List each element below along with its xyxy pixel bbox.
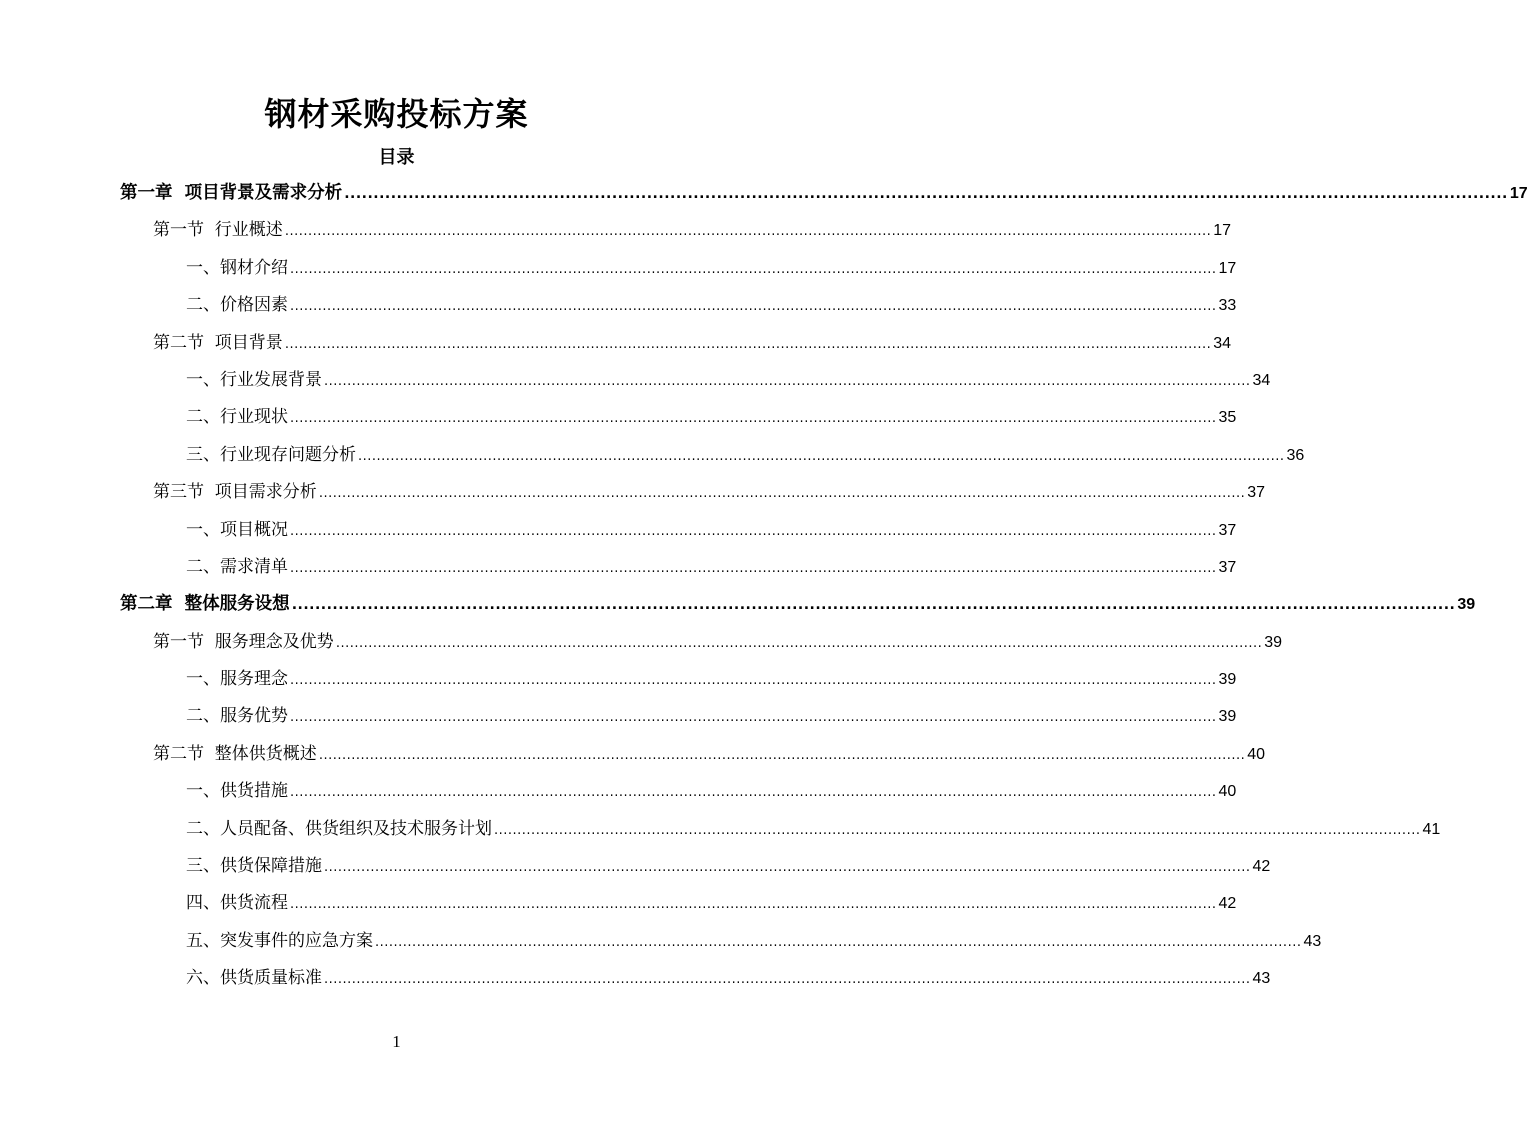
toc-entry-page: 37 bbox=[1218, 521, 1237, 539]
toc-dot-leader: ........................................................................................................................................................................................................ bbox=[358, 448, 1285, 464]
toc-dot-leader: ........................................................................................................................................................................................................ bbox=[290, 785, 1217, 801]
toc-entry-page: 42 bbox=[1252, 858, 1271, 876]
toc-entry-label: 一、项目概况 bbox=[186, 519, 288, 540]
toc-dot-leader: ........................................................................................................................................................................................................ bbox=[318, 747, 1246, 763]
toc-entry-label: 五、突发事件的应急方案 bbox=[186, 930, 373, 951]
toc-entry-item[interactable] bbox=[0, 512, 1237, 549]
toc-entry-chapter[interactable] bbox=[0, 175, 1528, 212]
toc-entry-item[interactable] bbox=[0, 848, 1271, 885]
toc-entry-page: 39 bbox=[1457, 596, 1476, 614]
toc-entry-label: 第二节 项目背景 bbox=[153, 332, 283, 353]
toc-entry-item[interactable] bbox=[0, 250, 1237, 287]
toc-entry-page: 34 bbox=[1213, 334, 1232, 352]
toc-entry-page: 41 bbox=[1422, 820, 1441, 838]
toc-entry-page: 37 bbox=[1218, 558, 1237, 576]
toc-entry-page: 39 bbox=[1264, 633, 1283, 651]
toc-entry-section[interactable] bbox=[0, 325, 1232, 362]
toc-entry-page: 36 bbox=[1286, 446, 1305, 464]
toc-entry-label: 四、供货流程 bbox=[186, 893, 288, 914]
page-number: 1 bbox=[392, 1032, 401, 1051]
toc-entry-label: 一、供货措施 bbox=[186, 781, 288, 802]
toc-entry-item[interactable] bbox=[0, 923, 1322, 960]
toc-dot-leader: ........................................................................................................................................................................................................ bbox=[291, 597, 1456, 614]
toc-entry-page: 43 bbox=[1303, 932, 1322, 950]
toc-dot-leader: ........................................................................................................................................................................................................ bbox=[375, 934, 1302, 950]
toc-entry-page: 40 bbox=[1247, 745, 1266, 763]
toc-entry-page: 34 bbox=[1252, 371, 1271, 389]
document-title: 钢材采购投标方案 bbox=[264, 95, 529, 133]
toc-entry-page: 40 bbox=[1218, 783, 1237, 801]
toc-entry-item[interactable] bbox=[0, 885, 1237, 922]
toc-dot-leader: ........................................................................................................................................................................................................ bbox=[290, 261, 1217, 277]
toc-entry-item[interactable] bbox=[0, 773, 1237, 810]
toc-dot-leader: ........................................................................................................................................................................................................ bbox=[344, 186, 1508, 202]
toc-entry-label: 一、服务理念 bbox=[186, 669, 288, 690]
toc-entry-page: 37 bbox=[1247, 484, 1266, 502]
toc-entry-label: 二、行业现状 bbox=[186, 407, 288, 428]
toc-entry-item[interactable] bbox=[0, 399, 1237, 436]
toc-entry-page: 39 bbox=[1218, 708, 1237, 726]
toc-dot-leader: ........................................................................................................................................................................................................ bbox=[290, 299, 1217, 315]
toc-entry-item[interactable] bbox=[0, 362, 1271, 399]
toc-entry-label: 第一节 服务理念及优势 bbox=[153, 631, 334, 652]
toc-entry-section[interactable] bbox=[0, 624, 1283, 661]
toc-entry-page: 42 bbox=[1218, 895, 1237, 913]
toc-entry-page: 17 bbox=[1509, 185, 1528, 202]
toc-entry-section[interactable] bbox=[0, 474, 1266, 511]
toc-entry-page: 35 bbox=[1218, 409, 1237, 427]
toc-entry-page: 17 bbox=[1213, 222, 1232, 240]
toc-entry-section[interactable] bbox=[0, 212, 1232, 249]
toc-dot-leader: ........................................................................................................................................................................................................ bbox=[324, 860, 1251, 876]
toc-entry-label: 二、价格因素 bbox=[186, 295, 288, 316]
toc-entry-chapter[interactable] bbox=[0, 586, 1476, 623]
toc-entry-label: 三、供货保障措施 bbox=[186, 856, 322, 877]
toc-entry-label: 六、供货质量标准 bbox=[186, 968, 322, 989]
toc-dot-leader: ........................................................................................................................................................................................................ bbox=[494, 822, 1421, 838]
toc-entry-label: 一、行业发展背景 bbox=[186, 369, 322, 390]
toc-dot-leader: ........................................................................................................................................................................................................ bbox=[290, 523, 1217, 539]
toc-entry-page: 17 bbox=[1218, 259, 1237, 277]
toc-entry-item[interactable] bbox=[0, 960, 1271, 997]
toc-dot-leader: ........................................................................................................................................................................................................ bbox=[284, 336, 1212, 352]
toc-entry-item[interactable] bbox=[0, 287, 1237, 324]
toc-entry-label: 第一章 项目背景及需求分析 bbox=[120, 183, 343, 203]
toc-entry-label: 第二章 整体服务设想 bbox=[120, 594, 290, 615]
toc-dot-leader: ........................................................................................................................................................................................................ bbox=[324, 373, 1251, 389]
toc-entry-label: 第一节 行业概述 bbox=[153, 220, 283, 241]
toc-dot-leader: ........................................................................................................................................................................................................ bbox=[324, 972, 1251, 988]
toc-entry-label: 二、需求清单 bbox=[186, 556, 288, 577]
toc-dot-leader: ........................................................................................................................................................................................................ bbox=[290, 411, 1217, 427]
toc-dot-leader: ........................................................................................................................................................................................................ bbox=[284, 224, 1212, 240]
toc-entry-item[interactable] bbox=[0, 811, 1441, 848]
toc-entry-section[interactable] bbox=[0, 736, 1266, 773]
toc-entry-label: 一、钢材介绍 bbox=[186, 257, 288, 278]
toc-entry-label: 第三节 项目需求分析 bbox=[153, 482, 317, 503]
toc-entry-page: 39 bbox=[1218, 671, 1237, 689]
toc-heading: 目录 bbox=[378, 147, 415, 168]
toc-entry-item[interactable] bbox=[0, 661, 1237, 698]
toc-entry-page: 43 bbox=[1252, 970, 1271, 988]
toc-dot-leader: ........................................................................................................................................................................................................ bbox=[290, 710, 1217, 726]
toc-entry-item[interactable] bbox=[0, 549, 1237, 586]
toc-entry-label: 三、行业现存问题分析 bbox=[186, 444, 356, 465]
toc-entry-label: 二、人员配备、供货组织及技术服务计划 bbox=[186, 818, 492, 839]
toc-dot-leader: ........................................................................................................................................................................................................ bbox=[335, 635, 1263, 651]
toc-dot-leader: ........................................................................................................................................................................................................ bbox=[290, 560, 1217, 576]
toc-entry-item[interactable] bbox=[0, 437, 1305, 474]
toc-entry-page: 33 bbox=[1218, 297, 1237, 315]
toc-dot-leader: ........................................................................................................................................................................................................ bbox=[290, 673, 1217, 689]
toc-dot-leader: ........................................................................................................................................................................................................ bbox=[318, 486, 1246, 502]
toc-entry-item[interactable] bbox=[0, 698, 1237, 735]
toc-dot-leader: ........................................................................................................................................................................................................ bbox=[290, 897, 1217, 913]
toc-entry-label: 第二节 整体供货概述 bbox=[153, 743, 317, 764]
table-of-contents bbox=[0, 175, 1528, 998]
toc-entry-label: 二、服务优势 bbox=[186, 706, 288, 727]
